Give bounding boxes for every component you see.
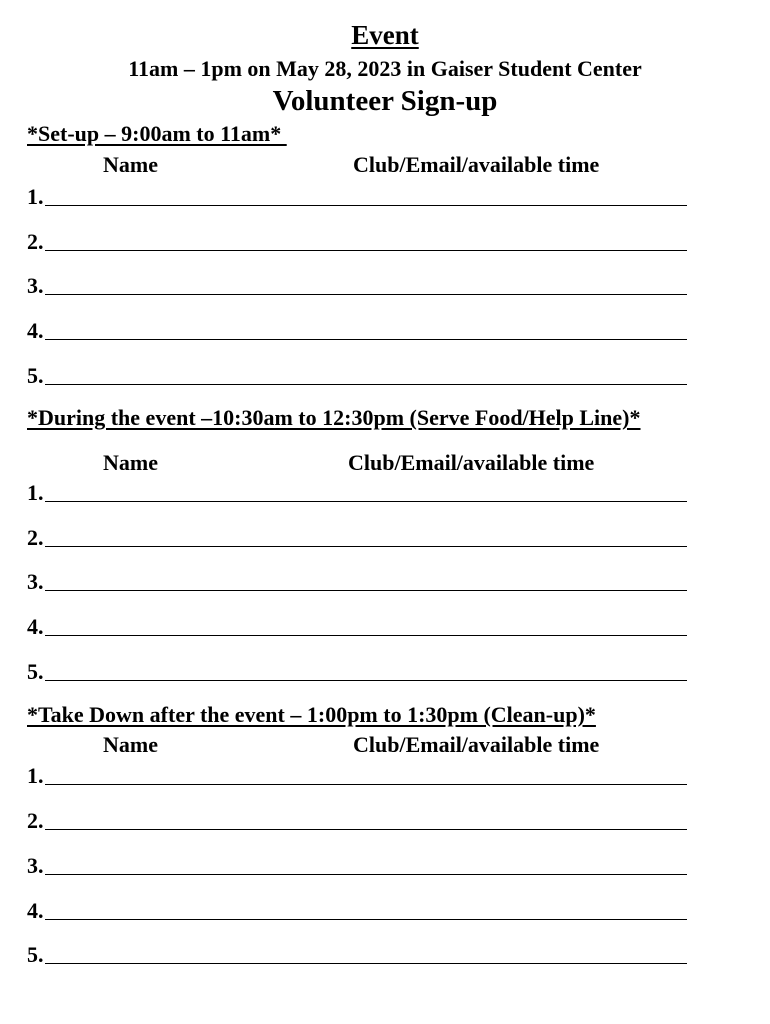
row-number: 3. [27, 273, 44, 298]
row-number: 4. [27, 614, 44, 639]
section-title: *Take Down after the event – 1:00pm to 1:30pm (Clean-up)* [27, 702, 596, 727]
club-column-label: Club/Email/available time [353, 732, 600, 757]
signup-row[interactable] [27, 227, 687, 253]
row-number: 2. [27, 525, 44, 550]
signup-line[interactable] [45, 680, 687, 681]
club-column-label: Club/Email/available time [348, 450, 595, 475]
signup-row[interactable] [27, 896, 687, 922]
signup-row[interactable] [27, 851, 687, 877]
row-number: 5. [27, 942, 44, 967]
signup-row[interactable] [27, 806, 687, 832]
club-column-label: Club/Email/available time [353, 152, 600, 177]
signup-row[interactable] [27, 271, 687, 297]
signup-line[interactable] [45, 384, 687, 385]
row-number: 2. [27, 808, 44, 833]
document-title: Event [351, 20, 419, 50]
signup-line[interactable] [45, 250, 687, 251]
name-column-label: Name [103, 450, 158, 475]
section-title: *During the event –10:30am to 12:30pm (Serve Food/Help Line)* [27, 405, 641, 430]
row-number: 1. [27, 480, 44, 505]
signup-line[interactable] [45, 963, 687, 964]
row-number: 5. [27, 363, 44, 388]
signup-row[interactable] [27, 361, 687, 387]
signup-row[interactable] [27, 478, 687, 504]
signup-line[interactable] [45, 205, 687, 206]
signup-line[interactable] [45, 829, 687, 830]
signup-line[interactable] [45, 635, 687, 636]
signup-line[interactable] [45, 501, 687, 502]
signup-row[interactable] [27, 657, 687, 683]
row-number: 4. [27, 898, 44, 923]
row-number: 1. [27, 763, 44, 788]
signup-line[interactable] [45, 919, 687, 920]
signup-line[interactable] [45, 590, 687, 591]
name-column-label: Name [103, 152, 158, 177]
section-title: *Set-up – 9:00am to 11am* [27, 121, 287, 146]
signup-line[interactable] [45, 339, 687, 340]
event-time-location: 11am – 1pm on May 28, 2023 in Gaiser Student Center [128, 56, 642, 81]
signup-row[interactable] [27, 612, 687, 638]
signup-row[interactable] [27, 761, 687, 787]
signup-heading: Volunteer Sign-up [272, 85, 498, 117]
row-number: 4. [27, 318, 44, 343]
name-column-label: Name [103, 732, 158, 757]
signup-line[interactable] [45, 784, 687, 785]
row-number: 3. [27, 569, 44, 594]
signup-line[interactable] [45, 294, 687, 295]
signup-row[interactable] [27, 567, 687, 593]
row-number: 2. [27, 229, 44, 254]
signup-line[interactable] [45, 874, 687, 875]
signup-row[interactable] [27, 316, 687, 342]
row-number: 1. [27, 184, 44, 209]
row-number: 3. [27, 853, 44, 878]
signup-line[interactable] [45, 546, 687, 547]
signup-row[interactable] [27, 523, 687, 549]
signup-row[interactable] [27, 182, 687, 208]
row-number: 5. [27, 659, 44, 684]
signup-row[interactable] [27, 940, 687, 966]
